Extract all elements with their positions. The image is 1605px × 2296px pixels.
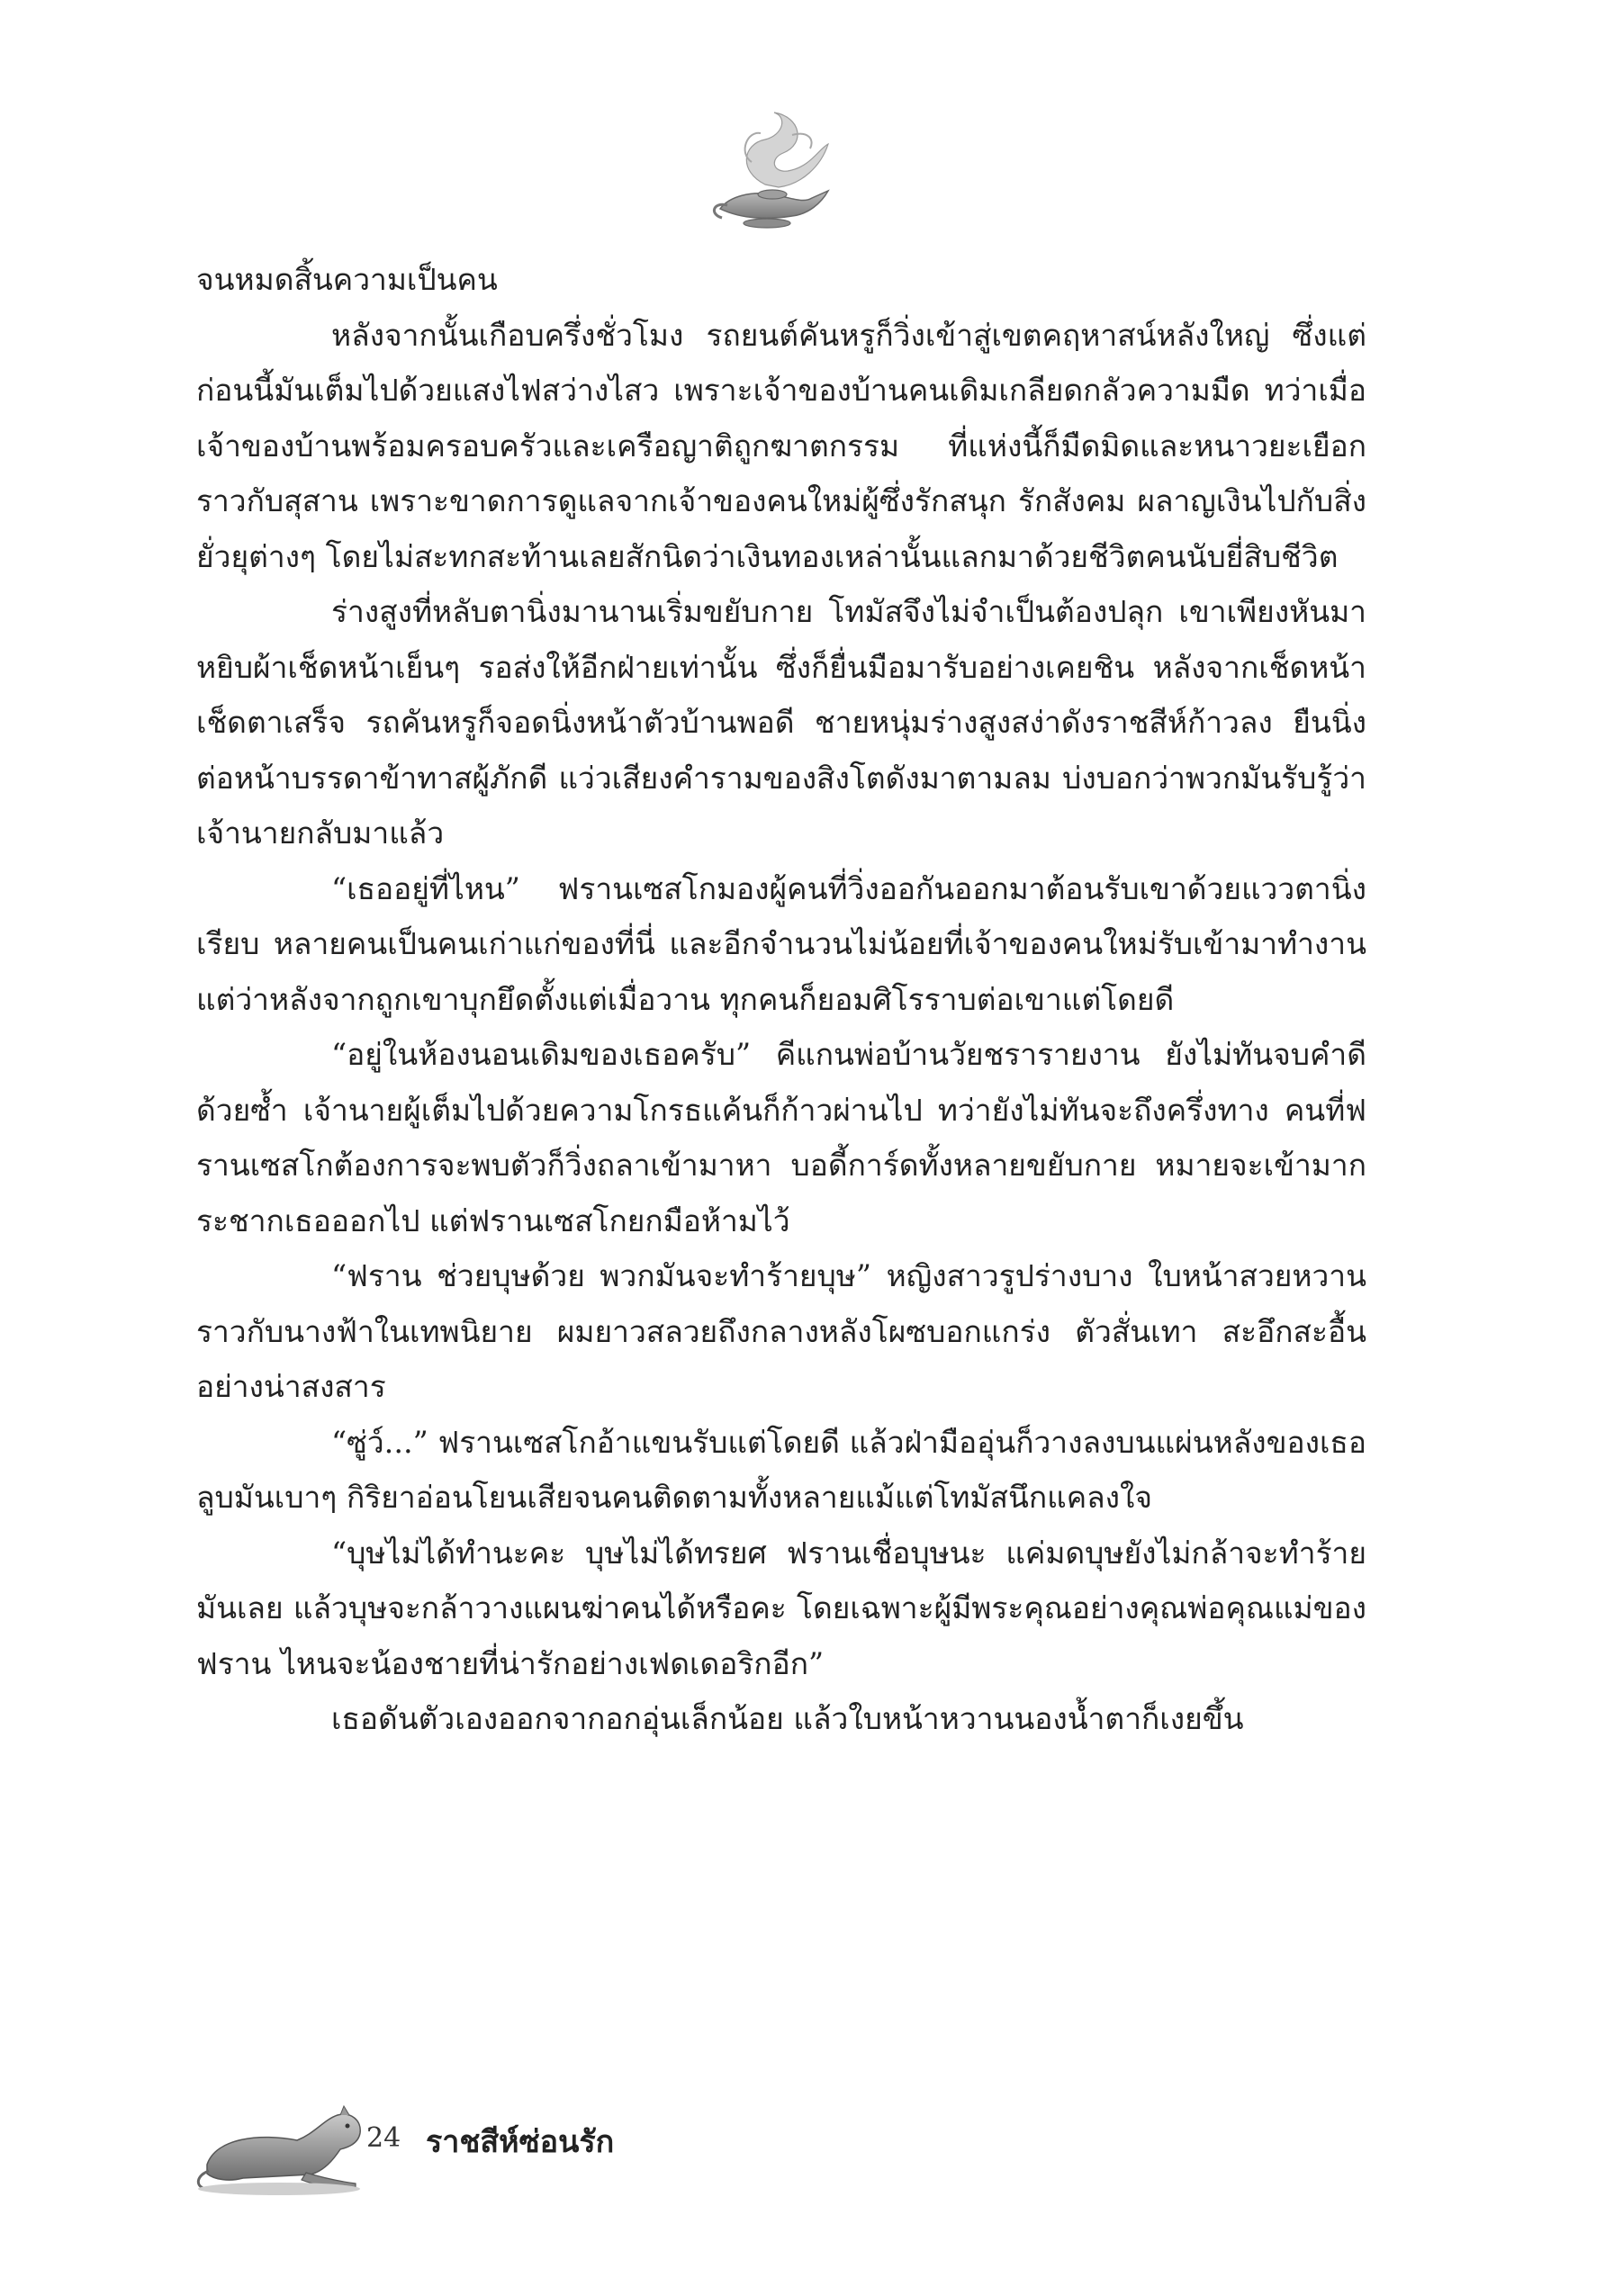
paragraph: หลังจากนั้นเกือบครึ่งชั่วโมง รถยนต์คันหรูก็วิ่งเข้าสู่เขตคฤหาสน์หลังใหญ่ ซึ่งแต่ก่อนนี้มันเต็มไปด้วยแสงไฟสว่างไสว เพราะเจ้าของบ้านคนเดิมเกลียดกลัวความมืด ทว่าเมื่อเจ้าของบ้านพร้อมครอบครัวและเครือญาติถูกฆาตกรรม ที่แห่งนี้ก็มืดมิดและหนาวยะเยือกราวกับสุสาน เพราะขาดการดูแลจากเจ้าของคนใหม่ผู้ซึ่งรักสนุก รักสังคม ผลาญเงินไปกับสิ่งยั่วยุต่างๆ โดยไม่สะทกสะท้านเลยสักนิดว่าเงินทองเหล่านั้นแลกมาด้วยชีวิตคนนับยี่สิบชีวิต (196, 317, 1366, 574)
body-text (196, 252, 1366, 1747)
lioness-icon (189, 2088, 369, 2201)
page-footer (189, 2088, 729, 2205)
paragraph: “บุษไม่ได้ทำนะคะ บุษไม่ได้ทรยศ ฟรานเชื่อบุษนะ แค่มดบุษยังไม่กล้าจะทำร้ายมันเลย แล้วบุษจะกล้าวางแผนฆ่าคนได้หรือคะ โดยเฉพาะผู้มีพระคุณอย่างคุณพ่อคุณแม่ของฟราน ไหนจะน้องชายที่น่ารักอย่างเฟดเดอริกอีก” (196, 1535, 1366, 1681)
paragraph: “อยู่ในห้องนอนเดิมของเธอครับ” คีแกนพ่อบ้านวัยชรารายงาน ยังไม่ทันจบคำดีด้วยซ้ำ เจ้านายผู้เต็มไปด้วยความโกรธแค้นก็ก้าวผ่านไป ทว่ายังไม่ทันจะถึงครึ่งทาง คนที่ฟรานเซสโกต้องการจะพบตัวก็วิ่งถลาเข้ามาหา บอดี้การ์ดทั้งหลายขยับกาย หมายจะเข้ามากระชากเธอออกไป แต่ฟรานเซสโกยกมือห้ามไว้ (196, 1037, 1366, 1238)
paragraph: “ซู่ว์...” ฟรานเซสโกอ้าแขนรับแต่โดยดี แล้วฝ่ามืออุ่นก็วางลงบนแผ่นหลังของเธอ ลูบมันเบาๆ กิริยาอ่อนโยนเสียจนคนติดตามทั้งหลายแม้แต่โทมัสนึกแคลงใจ (196, 1424, 1366, 1515)
genie-lamp-ornament (702, 108, 837, 234)
paragraph: “ฟราน ช่วยบุษด้วย พวกมันจะทำร้ายบุษ” หญิงสาวรูปร่างบาง ใบหน้าสวยหวานราวกับนางฟ้าในเทพนิยาย ผมยาวสลวยถึงกลางหลังโผซบอกแกร่ง ตัวสั่นเทา สะอึกสะอื้นอย่างน่าสงสาร (196, 1258, 1366, 1404)
paragraph: “เธออยู่ที่ไหน” ฟรานเซสโกมองผู้คนที่วิ่งออกันออกมาต้อนรับเขาด้วยแววตานิ่งเรียบ หลายคนเป็นคนเก่าแก่ของที่นี่ และอีกจำนวนไม่น้อยที่เจ้าของคนใหม่รับเข้ามาทำงาน แต่ว่าหลังจากถูกเขาบุกยึดตั้งแต่เมื่อวาน ทุกคนก็ยอมศิโรราบต่อเขาแต่โดยดี (196, 870, 1366, 1017)
book-title: ราชสีห์ซ่อนรัก (426, 2124, 615, 2160)
paragraph: เธอดันตัวเองออกจากอกอุ่นเล็กน้อย แล้วใบหน้าหวานนองน้ำตาก็เงยขึ้น (331, 1701, 1244, 1736)
paragraph: ร่างสูงที่หลับตานิ่งมานานเริ่มขยับกาย โทมัสจึงไม่จำเป็นต้องปลุก เขาเพียงหันมาหยิบผ้าเช็ดหน้าเย็นๆ รอส่งให้อีกฝ่ายเท่านั้น ซึ่งก็ยื่นมือมารับอย่างเคยชิน หลังจากเช็ดหน้าเช็ดตาเสร็จ รถคันหรูก็จอดนิ่งหน้าตัวบ้านพอดี ชายหนุ่มร่างสูงสง่าดังราชสีห์ก้าวลง ยืนนิ่งต่อหน้าบรรดาข้าทาสผู้ภักดี แว่วเสียงคำรามของสิงโตดังมาตามลม บ่งบอกว่าพวกมันรับรู้ว่าเจ้านายกลับมาแล้ว (196, 594, 1366, 851)
page-number: 24 (366, 2122, 401, 2154)
paragraph: จนหมดสิ้นความเป็นคน (196, 262, 498, 297)
